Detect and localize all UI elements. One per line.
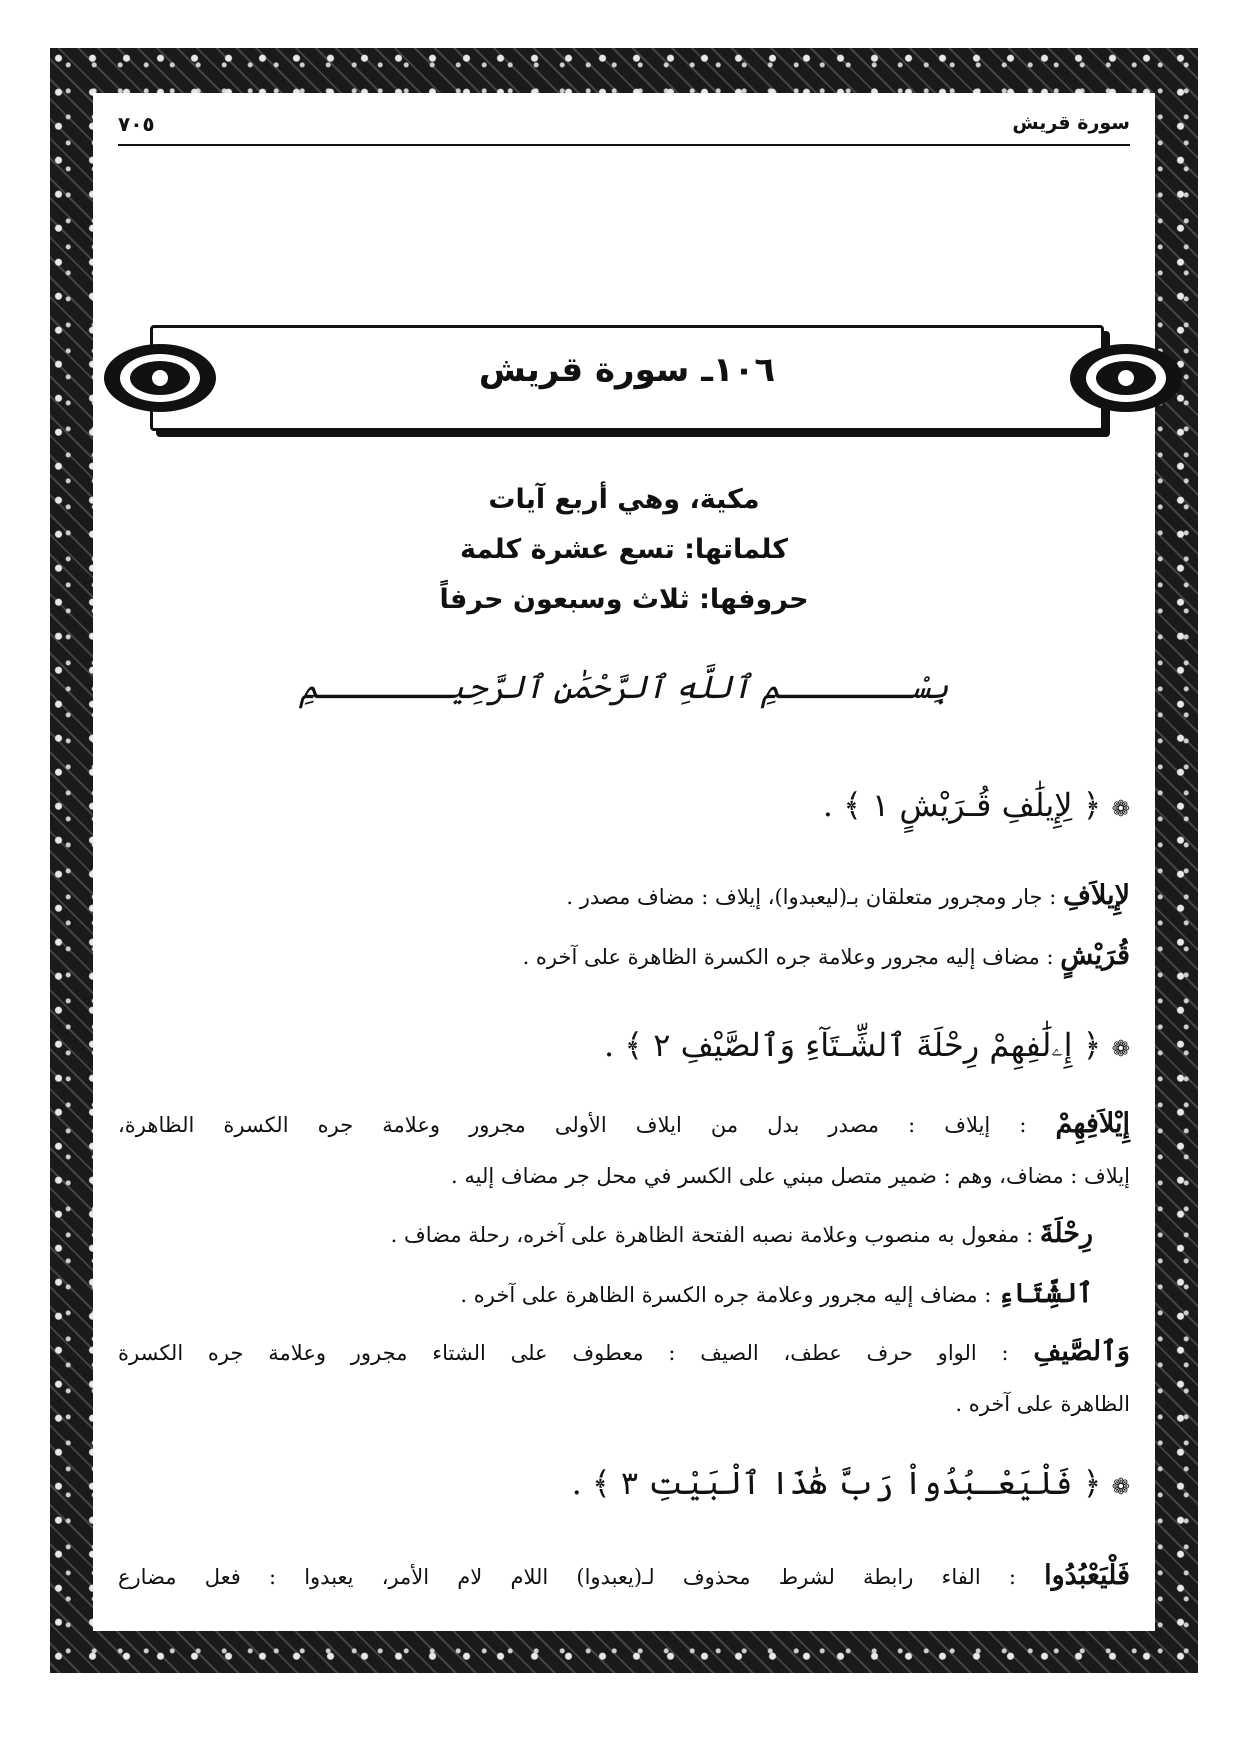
verse-text: إِۦلَٰفِهِمْ رِحْلَةَ ٱلشِّـتَآءِ وَٱلصَّيْفِ bbox=[680, 1026, 1073, 1064]
verse-open-bracket: ﴿ bbox=[1082, 1026, 1102, 1064]
grammar-explanation: الظاهرة على آخره . bbox=[955, 1392, 1130, 1416]
grammar-line bbox=[118, 1336, 1130, 1367]
verse-open-bracket: ﴿ bbox=[1082, 786, 1102, 824]
verse-text: فَلْيَعْـبُدُواْ رَبَّ هَٰذَا ٱلْبَيْتِ bbox=[648, 1464, 1073, 1502]
grammar-line bbox=[460, 1278, 1093, 1309]
surah-title-banner bbox=[150, 325, 1104, 431]
grammar-term: رِحْلَةَ bbox=[1039, 1218, 1093, 1249]
grammar-explanation: : مضاف إليه مجرور وعلامة جره الكسرة الظاهرة على آخره . bbox=[460, 1283, 992, 1307]
verse-open-bracket: ﴿ bbox=[1082, 1464, 1102, 1502]
verse-close-bracket: ﴾ . bbox=[571, 1464, 611, 1502]
verse-2 bbox=[604, 1026, 1130, 1065]
grammar-explanation: : جار ومجرور متعلقان بـ(ليعبدوا)، إيلاف : مضاف مصدر . bbox=[566, 885, 1057, 909]
grammar-term: إِيْلاَفِهِمْ bbox=[1055, 1108, 1130, 1139]
grammar-explanation: : الفاء رابطة لشرط محذوف لـ(يعبدوا) اللام لام الأمر، يعبدوا : فعل مضارع bbox=[118, 1565, 1016, 1589]
letter-count-line: حروفها: ثلاث وسبعون حرفاً bbox=[439, 584, 809, 615]
grammar-line bbox=[523, 940, 1130, 971]
verse-3 bbox=[572, 1464, 1130, 1502]
header-surah-name: سورة قريش bbox=[1012, 112, 1130, 134]
grammar-term: فَلْيَعْبُدُوا bbox=[1044, 1560, 1130, 1591]
basmala: بِسْـــــــمِ ٱللَّهِ ٱلرَّحْمَٰنِ ٱلرَّحِيـــــــمِ bbox=[299, 668, 949, 706]
grammar-line bbox=[955, 1392, 1130, 1416]
verse-text: لِإِيلَٰفِ قُـرَيْشٍ bbox=[899, 786, 1073, 824]
grammar-explanation: : مضاف إليه مجرور وعلامة جره الكسرة الظاهرة على آخره . bbox=[522, 945, 1054, 969]
grammar-line bbox=[391, 1218, 1093, 1249]
flower-ornament-icon: ❁ bbox=[1111, 1475, 1130, 1500]
grammar-explanation: : مفعول به منصوب وعلامة نصبه الفتحة الظاهرة على آخره، رحلة مضاف . bbox=[390, 1223, 1034, 1247]
verse-close-bracket: ﴾ . bbox=[822, 786, 862, 824]
grammar-line bbox=[118, 1108, 1130, 1139]
verse-number: ١ bbox=[872, 786, 890, 824]
word-count-line: كلماتها: تسع عشرة كلمة bbox=[460, 534, 788, 565]
grammar-line bbox=[451, 1164, 1130, 1188]
page-number: ٧٠٥ bbox=[118, 112, 155, 136]
grammar-line bbox=[118, 1560, 1130, 1591]
verse-number: ٣ bbox=[620, 1464, 639, 1502]
grammar-term: ٱلشِّتَاءِ bbox=[998, 1278, 1093, 1309]
verse-1 bbox=[823, 786, 1130, 824]
grammar-explanation: : إيلاف : مصدر بدل من ايلاف الأولى مجرور وعلامة جره الكسرة الظاهرة، bbox=[118, 1113, 1027, 1137]
verse-number: ٢ bbox=[653, 1026, 671, 1064]
grammar-line bbox=[566, 880, 1130, 911]
grammar-term: قُرَيْشٍ bbox=[1060, 940, 1130, 971]
grammar-term: وَٱلصَّيفِ bbox=[1033, 1336, 1130, 1367]
flower-ornament-icon: ❁ bbox=[1111, 797, 1130, 822]
rosette-ornament-icon bbox=[1066, 340, 1186, 416]
surah-title: ١٠٦ـ سورة قريش bbox=[478, 350, 776, 390]
running-header bbox=[118, 108, 1130, 146]
flower-ornament-icon: ❁ bbox=[1111, 1037, 1130, 1062]
surah-type-line: مكية، وهي أربع آيات bbox=[488, 484, 760, 515]
rosette-ornament-icon bbox=[100, 340, 220, 416]
grammar-term: لإِيلاَفِ bbox=[1062, 880, 1130, 911]
grammar-explanation: : الواو حرف عطف، الصيف : معطوف على الشتاء مجرور وعلامة جره الكسرة bbox=[118, 1341, 1009, 1365]
verse-close-bracket: ﴾ . bbox=[603, 1026, 644, 1064]
grammar-explanation: إيلاف : مضاف، وهم : ضمير متصل مبني على الكسر في محل جر مضاف إليه . bbox=[451, 1164, 1130, 1188]
